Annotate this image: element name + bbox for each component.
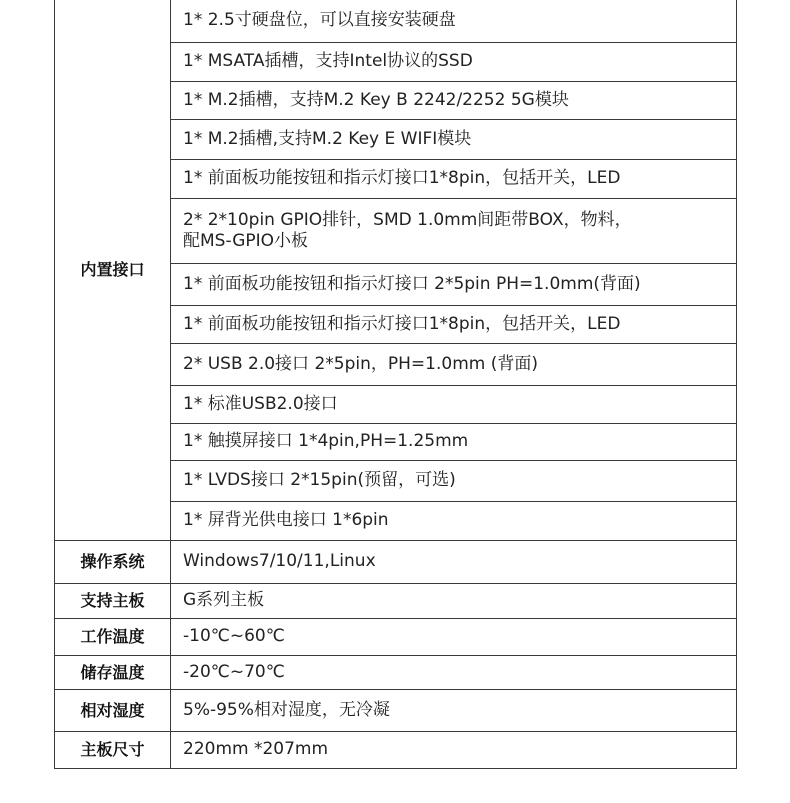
- table-row: [55, 0, 737, 42]
- row-label-operating-temperature: 工作温度: [55, 618, 171, 655]
- spec-value: 1* MSATA插槽，支持Intel协议的SSD: [171, 42, 737, 81]
- spec-value: -10℃~60℃: [171, 618, 737, 655]
- spec-value: 1* M.2插槽，支持M.2 Key B 2242/2252 5G模块: [171, 81, 737, 119]
- row-label-supported-board: 支持主板: [55, 583, 171, 618]
- spec-table: [54, 0, 737, 769]
- spec-value: 1* 前面板功能按钮和指示灯接口1*8pin，包括开关，LED: [171, 159, 737, 198]
- spec-value: G系列主板: [171, 583, 737, 618]
- spec-value: 2* USB 2.0接口 2*5pin，PH=1.0mm (背面): [171, 343, 737, 385]
- row-label-board-dimensions: 主板尺寸: [55, 731, 171, 768]
- spec-value: 1* 前面板功能按钮和指示灯接口1*8pin，包括开关，LED: [171, 305, 737, 343]
- table-row: [55, 540, 737, 583]
- spec-value: 2* 2*10pin GPIO排针，SMD 1.0mm间距带BOX，物料，配MS-GPIO小板: [171, 198, 737, 263]
- spec-value: 1* M.2插槽,支持M.2 Key E WIFI模块: [171, 119, 737, 159]
- spec-value: 1* 前面板功能按钮和指示灯接口 2*5pin PH=1.0mm(背面): [171, 263, 737, 305]
- spec-value: 1* 2.5寸硬盘位，可以直接安装硬盘: [171, 0, 737, 42]
- spec-value: Windows7/10/11,Linux: [171, 540, 737, 583]
- row-label-builtin-interfaces: 内置接口: [55, 0, 171, 540]
- row-label-relative-humidity: 相对湿度: [55, 689, 171, 731]
- row-label-storage-temperature: 储存温度: [55, 655, 171, 689]
- spec-value: 5%-95%相对湿度，无冷凝: [171, 689, 737, 731]
- table-row: [55, 583, 737, 618]
- table-row: [55, 618, 737, 655]
- table-row: [55, 731, 737, 768]
- spec-value: 220mm *207mm: [171, 731, 737, 768]
- spec-value: -20℃~70℃: [171, 655, 737, 689]
- spec-value: 1* 标准USB2.0接口: [171, 385, 737, 423]
- table-row: [55, 655, 737, 689]
- spec-value: 1* 屏背光供电接口 1*6pin: [171, 501, 737, 540]
- table-row: [55, 689, 737, 731]
- row-label-operating-system: 操作系统: [55, 540, 171, 583]
- spec-value: 1* 触摸屏接口 1*4pin,PH=1.25mm: [171, 423, 737, 460]
- spec-value: 1* LVDS接口 2*15pin(预留，可选): [171, 460, 737, 501]
